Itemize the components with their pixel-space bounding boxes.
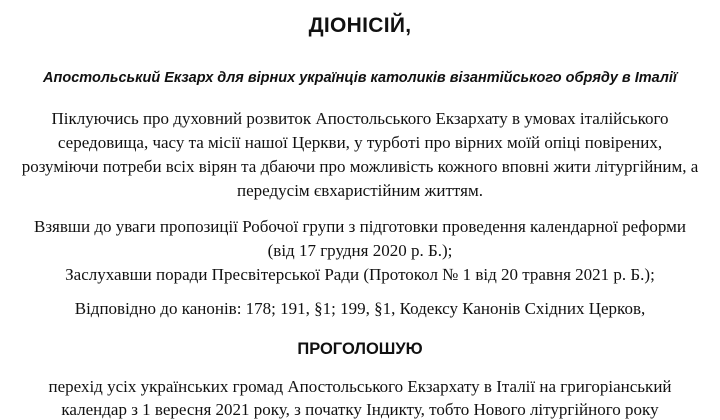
paragraph-line: середовища, часу та місії нашої Церкви, у турботі про вірних моїй опіці повірених, <box>57 133 663 152</box>
paragraph-line: передусім євхаристійним життям. <box>237 181 483 200</box>
section-heading: ПРОГОЛОШУЮ <box>297 340 423 358</box>
consideration-line: Заслухавши поради Пресвітерської Ради (Протокол № 1 від 20 травня 2021 р. Б.); <box>65 265 655 284</box>
paragraph-line: Піклуючись про духовний розвиток Апостольського Екзархату в умовах італійського <box>51 109 669 128</box>
decree-line: календар з 1 вересня 2021 року, з початку Індикту, тобто Нового літургійного року <box>61 400 659 419</box>
decree-line: перехід усіх українських громад Апостольського Екзархату в Італії на григоріанський <box>48 377 672 396</box>
paragraph-line: розуміючи потреби всіх вірян та дбаючи про можливість кожного вповні жити літургійним, а <box>21 157 699 176</box>
consideration-line: Відповідно до канонів: 178; 191, §1; 199, §1, Кодексу Канонів Східних Церков, <box>74 299 646 318</box>
consideration-line: (від 17 грудня 2020 р. Б.); <box>267 241 453 260</box>
document-title: ДІОНІСІЙ, <box>308 14 412 37</box>
consideration-line: Взявши до уваги пропозиції Робочої групи з підготовки проведення календарної реформи <box>33 217 687 236</box>
document-subtitle: Апостольський Екзарх для вірних українців католиків візантійського обряду в Італії <box>43 70 677 86</box>
